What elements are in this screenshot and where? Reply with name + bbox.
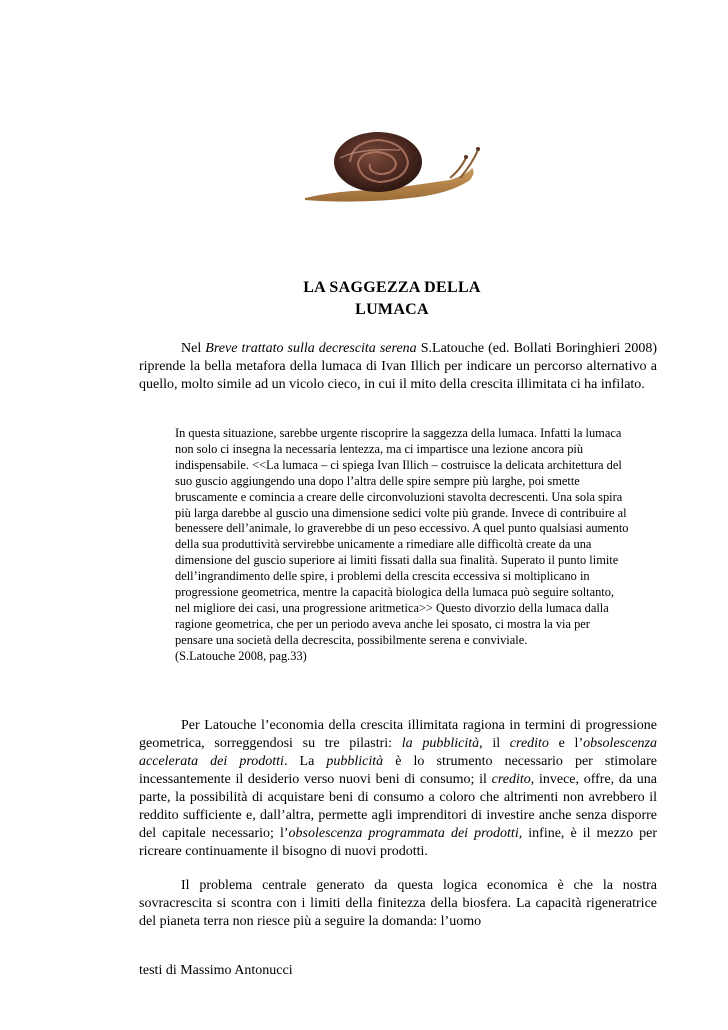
quote-text: In questa situazione, sarebbe urgente riscoprire la saggezza della lumaca. Infatti la lumaca non solo ci insegna la necessaria lentezza, ma ci impartisce una lezione ancora più indispensabile. <<La lumaca – ci spiega Ivan Illich – costruisce la delicata architettura del suo guscio aggiungendo una dopo l’altra delle spire sempre più larghe, poi smette bruscamente e comincia a creare delle circonvoluzioni stavolta decrescenti. Una sola spira più larga darebbe al guscio una dimensione sedici volte più grande. Invece di contribuire al benessere dell’animale, lo graverebbe di un peso eccessivo. A quel punto qualsiasi aumento della sua produttività servirebbe unicamente a rimediare alle difficoltà create da una dimensione del guscio superiore ai limiti fissati dalla sua finalità. Superato il punto limite dell’ingrandimento delle spire, i problemi della crescita eccessiva si moltiplicano in progressione geometrica, mentre la capacità biologica della lumaca può seguire soltanto, nel migliore dei casi, una progressione aritmetica>> Questo divorzio della lumaca dalla ragione geometrica, che per un periodo aveva anche lei sposato, ci mostra la via per pensare una società della decrescita, possibilmente serena e conviviale.: [175, 426, 629, 647]
document-title-line1: LA SAGGEZZA DELLA: [303, 279, 481, 296]
paragraph-problem: Il problema centrale generato da questa logica economica è che la nostra sovracrescita si scontra con i limiti della finitezza della biosfera. La capacità rigeneratrice del pianeta terra non riesce più a seguire la domanda: l’uomo: [139, 878, 657, 929]
footer-author: testi di Massimo Antonucci: [139, 963, 293, 978]
book-title: Breve trattato sulla decrescita serena: [205, 341, 417, 356]
quote-block: [175, 426, 630, 665]
intro-paragraph: Nel Breve trattato sulla decrescita serena S.Latouche (ed. Bollati Boringhieri 2008) riprende la bella metafora della lumaca di Ivan Illich per indicare un percorso alternativo a quello, molto simile ad un vicolo cieco, in cui il mito della crescita illimitata ci ha infilato.: [139, 341, 658, 392]
document-title-line2: LUMACA: [355, 301, 429, 318]
paragraph-economy: Per Latouche l’economia della crescita illimitata ragiona in termini di progressione geometrica, sorreggendosi su tre pilastri: la pubblicità, il credito e l’obsolescenza accelerata dei prodotti. La pubblicità è lo strumento necessario per stimolare incessantemente il desiderio verso nuovi beni di consumo; il credito, invece, offre, da una parte, la possibilità di acquistare beni di consumo a coloro che altrimenti non avrebbero il reddito sufficiente e, dall’altra, permette agli imprenditori di investire anche senza disporre del capitale necessario; l’obsolescenza programmata dei prodotti, infine, è il mezzo per ricreare continuamente il bisogno di nuovi prodotti.: [139, 718, 657, 859]
quote-citation: (S.Latouche 2008, pag.33): [175, 648, 307, 663]
snail-icon: [300, 128, 490, 208]
